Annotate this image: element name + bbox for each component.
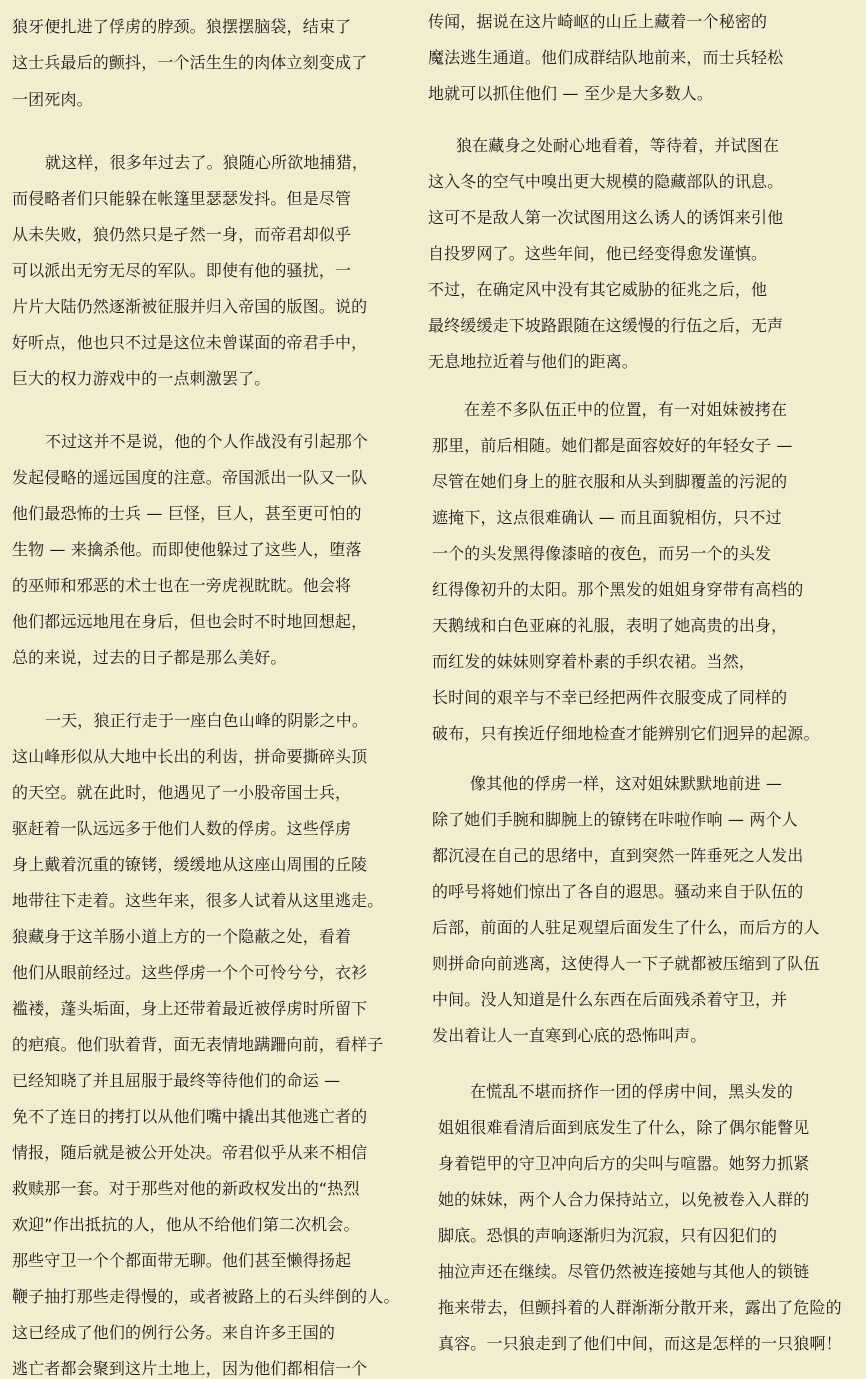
text-line: 最终缓缓走下坡路跟随在这缓慢的行伍之后，无声 [428, 316, 784, 335]
text-line: 生物 — 来擒杀他。而即使他躲过了这些人，堕落 [12, 540, 362, 559]
text-line: 像其他的俘虏一样，这对姐妹默默地前进 — [470, 774, 783, 793]
text-line: 真容。一只狼走到了他们中间，而这是怎样的一只狼啊！ [438, 1334, 842, 1353]
text-line: 不过这并不是说，他的个人作战没有引起那个 [45, 432, 369, 451]
text-line: 鞭子抽打那些走得慢的，或者被路上的石头绊倒的人。 [12, 1287, 400, 1306]
text-line: 她的妹妹，两个人合力保持站立，以免被卷入人群的 [438, 1190, 810, 1209]
text-line: 拖来带去，但颤抖着的人群渐渐分散开来，露出了危险的 [438, 1298, 842, 1317]
text-line: 这入冬的空气中嗅出更大规模的隐藏部队的讯息。 [428, 172, 784, 191]
text-line: 救赎那一套。对于那些对他的新政权发出的“热烈 [12, 1179, 360, 1198]
text-line: 无息地拉近着与他们的距离。 [428, 352, 638, 371]
text-line: 除了她们手腕和脚腕上的镣铐在咔啦作响 — 两个人 [432, 810, 798, 829]
text-line: 那些守卫一个个都面带无聊。他们甚至懒得扬起 [12, 1251, 352, 1270]
text-line: 自投罗网了。这些年间，他已经变得愈发谨慎。 [428, 244, 768, 263]
text-line: 已经知晓了并且屈服于最终等待他们的命运 — [12, 1071, 341, 1090]
text-line: 情报，随后就是被公开处决。帝君似乎从来不相信 [12, 1143, 368, 1162]
text-line: 这已经成了他们的例行公务。来自许多王国的 [12, 1323, 336, 1342]
text-line: 从未失败，狼仍然只是孑然一身，而帝君却似乎 [12, 225, 352, 244]
text-line: 破布，只有挨近仔细地检查才能辨别它们迥异的起源。 [432, 724, 820, 743]
text-line: 在差不多队伍正中的位置，有一对姐妹被拷在 [464, 400, 788, 419]
text-line: 狼牙便扎进了俘虏的脖颈。狼摆摆脑袋，结束了 [12, 17, 352, 36]
text-line: 一团死肉。 [12, 90, 93, 109]
text-line: 一天，狼正行走于一座白色山峰的阴影之中。 [45, 711, 369, 730]
text-line: 遮掩下，这点很难确认 — 而且面貌相仿，只不过 [432, 508, 782, 527]
text-line: 传闻，据说在这片崎岖的山丘上藏着一个秘密的 [428, 12, 768, 31]
text-line: 他们从眼前经过。这些俘虏一个个可怜兮兮，衣衫 [12, 963, 368, 982]
text-line: 褴褛，蓬头垢面，身上还带着最近被俘虏时所留下 [12, 999, 368, 1018]
text-line: 则拼命向前逃离，这使得人一下子就都被压缩到了队伍 [432, 954, 820, 973]
text-line: 中间。没人知道是什么东西在后面残杀着守卫，并 [432, 990, 788, 1009]
text-line: 脚底。恐惧的声响逐渐归为沉寂，只有囚犯们的 [438, 1226, 778, 1245]
text-line: 身着铠甲的守卫冲向后方的尖叫与喧嚣。她努力抓紧 [438, 1154, 810, 1173]
text-line: 这士兵最后的颤抖，一个活生生的肉体立刻变成了 [12, 53, 368, 72]
text-line: 不过，在确定风中没有其它威胁的征兆之后，他 [428, 280, 768, 299]
text-line: 在慌乱不堪而挤作一团的俘虏中间，黑头发的 [470, 1082, 794, 1101]
text-line: 姐姐很难看清后面到底发生了什么，除了偶尔能瞥见 [438, 1118, 810, 1137]
text-line: 这可不是敌人第一次试图用这么诱人的诱饵来引他 [428, 208, 784, 227]
text-line: 就这样，很多年过去了。狼随心所欲地捕猎， [45, 153, 369, 172]
text-line: 都沉浸在自己的思绪中，直到突然一阵垂死之人发出 [432, 846, 804, 865]
text-line: 一个的头发黑得像漆暗的夜色，而另一个的头发 [432, 544, 772, 563]
text-line: 他们都远远地甩在身后，但也会时不时地回想起， [12, 612, 368, 631]
text-line: 地就可以抓住他们 — 至少是大多数人。 [428, 84, 714, 103]
text-line: 驱赶着一队远远多于他们人数的俘虏。这些俘虏 [12, 819, 352, 838]
text-line: 长时间的艰辛与不幸已经把两件衣服变成了同样的 [432, 688, 788, 707]
text-line: 地带往下走着。这些年来，很多人试着从这里逃走。 [12, 891, 384, 910]
text-line: 总的来说，过去的日子都是那么美好。 [12, 648, 287, 667]
text-line: 的天空。就在此时，他遇见了一小股帝国士兵， [12, 783, 352, 802]
text-line: 发起侵略的遥远国度的注意。帝国派出一队又一队 [12, 468, 368, 487]
text-line: 巨大的权力游戏中的一点刺激罢了。 [12, 369, 271, 388]
text-line: 这山峰形似从大地中长出的利齿，拼命要撕碎头顶 [12, 747, 368, 766]
text-line: 魔法逃生通道。他们成群结队地前来，而士兵轻松 [428, 48, 784, 67]
text-line: 逃亡者都会聚到这片土地上，因为他们都相信一个 [12, 1359, 368, 1378]
text-line: 片片大陆仍然逐渐被征服并归入帝国的版图。说的 [12, 297, 368, 316]
text-line: 好听点，他也只不过是这位未曾谋面的帝君手中， [12, 333, 368, 352]
text-line: 欢迎”作出抵抗的人，他从不给他们第二次机会。 [12, 1215, 360, 1234]
text-line: 他们最恐怖的士兵 — 巨怪，巨人，甚至更可怕的 [12, 504, 362, 523]
text-line: 而侵略者们只能躲在帐篷里瑟瑟发抖。但是尽管 [12, 189, 352, 208]
text-line: 的巫师和邪恶的术士也在一旁虎视眈眈。他会将 [12, 576, 352, 595]
text-line: 的呼号将她们惊出了各自的遐思。骚动来自于队伍的 [432, 882, 804, 901]
text-line: 红得像初升的太阳。那个黑发的姐姐身穿带有高档的 [432, 580, 804, 599]
text-line: 后部，前面的人驻足观望后面发生了什么，而后方的人 [432, 918, 820, 937]
text-line: 发出着让人一直寒到心底的恐怖叫声。 [432, 1026, 707, 1045]
text-line: 免不了连日的拷打以从他们嘴中撬出其他逃亡者的 [12, 1107, 368, 1126]
text-line: 而红发的妹妹则穿着朴素的手织农裙。当然， [432, 652, 756, 671]
text-line: 狼藏身于这羊肠小道上方的一个隐蔽之处，看着 [12, 927, 352, 946]
text-line: 可以派出无穷无尽的军队。即使有他的骚扰，一 [12, 261, 352, 280]
text-line: 的疤痕。他们驮着背，面无表情地蹒跚向前，看样子 [12, 1035, 384, 1054]
text-line: 狼在藏身之处耐心地看着，等待着，并试图在 [456, 136, 780, 155]
text-line: 身上戴着沉重的镣铐，缓缓地从这座山周围的丘陵 [12, 855, 368, 874]
text-line: 抽泣声还在继续。尽管仍然被连接她与其他人的锁链 [438, 1262, 810, 1281]
text-line: 那里，前后相随。她们都是面容姣好的年轻女子 — [432, 436, 793, 455]
text-line: 尽管在她们身上的脏衣服和从头到脚覆盖的污泥的 [432, 472, 788, 491]
text-line: 天鹅绒和白色亚麻的礼服，表明了她高贵的出身， [432, 616, 788, 635]
